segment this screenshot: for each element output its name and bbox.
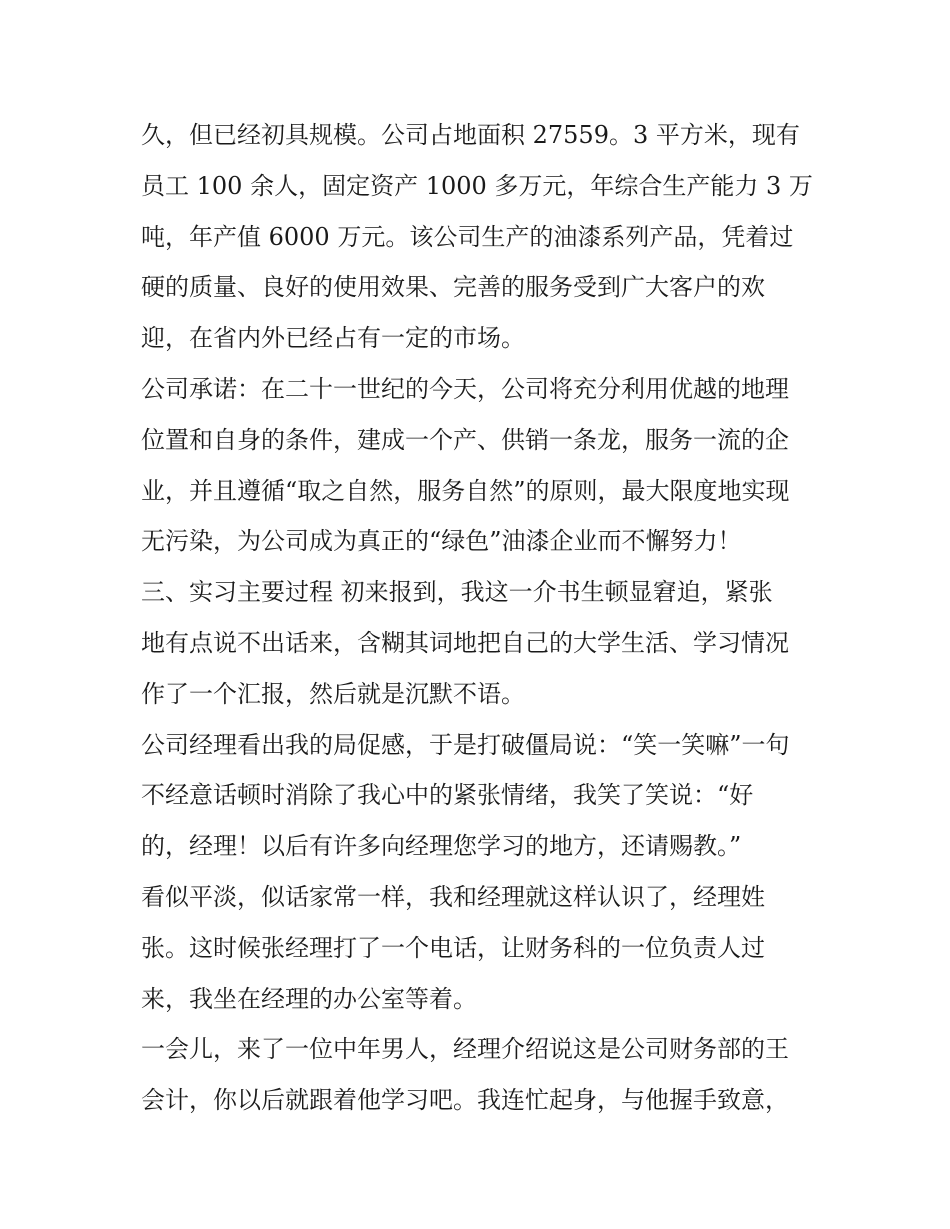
text-line: 地有点说不出话来，含糊其词地把自己的大学生活、学习情况: [141, 628, 789, 657]
text-line: 来，我坐在经理的办公室等着。: [141, 984, 477, 1013]
text-line: 业，并且遵循“取之自然，服务自然”的原则，最大限度地实现: [141, 476, 790, 505]
text-line: 久，但已经初具规模。公司占地面积 27559。3 平方米，现有: [141, 121, 800, 149]
text-line: 的，经理！以后有许多向经理您学习的地方，还请赐教。”: [141, 832, 742, 861]
text-line: 张。这时候张经理打了一个电话，让财务科的一位负责人过: [141, 933, 765, 962]
text-line: 一会儿，来了一位中年男人，经理介绍说这是公司财务部的王: [141, 1035, 789, 1064]
text-line: 吨，年产值 6000 万元。该公司生产的油漆系列产品，凭着过: [141, 222, 794, 251]
text-line: 会计，你以后就跟着他学习吧。我连忙起身，与他握手致意，: [141, 1086, 789, 1115]
text-line: 迎，在省内外已经占有一定的市场。: [141, 324, 525, 353]
text-line: 不经意话顿时消除了我心中的紧张情绪，我笑了笑说：“好: [141, 781, 754, 810]
text-line: 公司经理看出我的局促感，于是打破僵局说：“笑一笑嘛”一句: [141, 730, 790, 759]
text-line: 位置和自身的条件，建成一个产、供销一条龙，服务一流的企: [141, 425, 789, 454]
text-line: 看似平淡，似话家常一样，我和经理就这样认识了，经理姓: [141, 882, 765, 911]
text-line: 员工 100 余人，固定资产 1000 多万元，年综合生产能力 3 万: [141, 171, 813, 200]
text-line: 公司承诺：在二十一世纪的今天，公司将充分利用优越的地理: [141, 374, 789, 403]
body-text: [141, 110, 821, 1126]
text-line: 硬的质量、良好的使用效果、完善的服务受到广大客户的欢: [141, 273, 765, 302]
text-line: 作了一个汇报，然后就是沉默不语。: [141, 679, 525, 708]
text-line: 三、实习主要过程 初来报到，我这一介书生顿显窘迫，紧张: [141, 578, 773, 607]
text-line: 无污染，为公司成为真正的“绿色”油漆企业而不懈努力！: [141, 527, 742, 556]
